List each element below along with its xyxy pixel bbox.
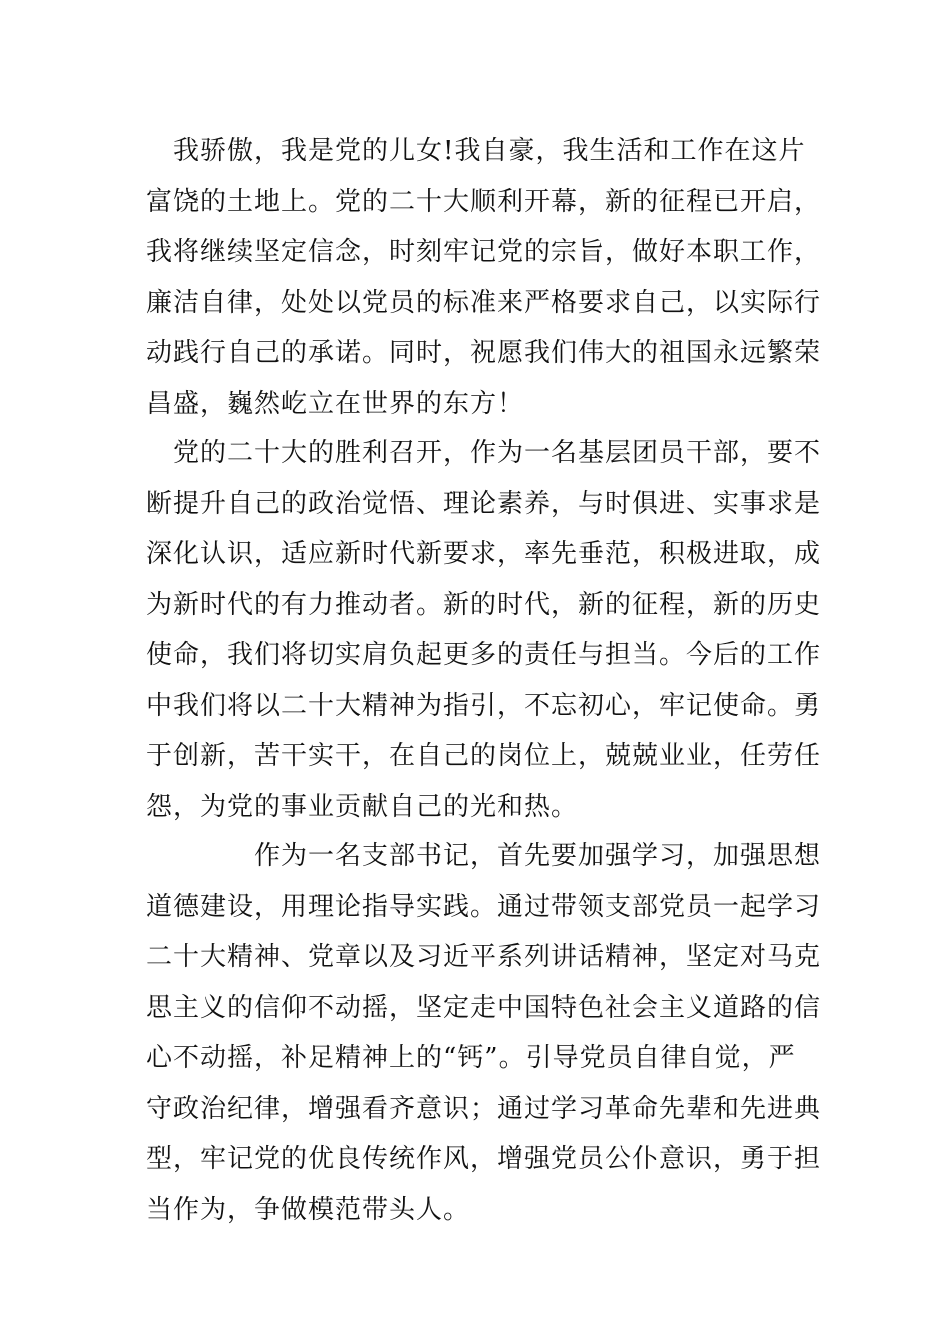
paragraph-line: 为新时代的有力推动者。新的时代，新的征程，新的历史 xyxy=(146,589,822,620)
paragraph-2 xyxy=(146,428,822,832)
paragraph-line: 守政治纪律，增强看齐意识；通过学习革命先辈和先进典 xyxy=(146,1093,822,1124)
paragraph-line: 我骄傲，我是党的儿女!我自豪，我生活和工作在这片 xyxy=(146,136,806,166)
paragraph-line: 于创新，苦干实干，在自己的岗位上，兢兢业业，任劳任 xyxy=(146,741,822,771)
paragraph-line: 二十大精神、党章以及习近平系列讲话精神，坚定对马克 xyxy=(146,942,822,972)
paragraph-line: 廉洁自律，处处以党员的标准来严格要求自己，以实际行 xyxy=(146,287,822,318)
paragraph-line: 型，牢记党的优良传统作风，增强党员公仆意识，勇于担 xyxy=(146,1144,822,1174)
paragraph-3 xyxy=(146,831,822,1235)
paragraph-line: 断提升自己的政治觉悟、理论素养，与时俱进、实事求是 xyxy=(146,488,822,519)
paragraph-line: 我将继续坚定信念，时刻牢记党的宗旨，做好本职工作， xyxy=(146,237,822,267)
paragraph-line: 中我们将以二十大精神为指引，不忘初心，牢记使命。勇 xyxy=(146,690,822,721)
paragraph-line: 党的二十大的胜利召开，作为一名基层团员干部，要不 xyxy=(146,438,822,468)
paragraph-line: 心不动摇，补足精神上的“钙”。引导党员自律自觉，严 xyxy=(146,1043,796,1073)
paragraph-line: 动践行自己的承诺。同时，祝愿我们伟大的祖国永远繁荣 xyxy=(146,338,822,368)
paragraph-line: 怨，为党的事业贡献自己的光和热。 xyxy=(146,791,579,822)
paragraph-line: 昌盛，巍然屹立在世界的东方！ xyxy=(146,388,525,419)
paragraph-line: 思主义的信仰不动摇，坚定走中国特色社会主义道路的信 xyxy=(146,992,822,1023)
paragraph-1 xyxy=(146,126,822,429)
paragraph-line: 道德建设，用理论指导实践。通过带领支部党员一起学习 xyxy=(146,891,822,922)
paragraph-line: 作为一名支部书记，首先要加强学习，加强思想 xyxy=(146,841,822,871)
paragraph-line: 富饶的土地上。党的二十大顺利开幕，新的征程已开启， xyxy=(146,186,822,217)
paragraph-line: 当作为，争做模范带头人。 xyxy=(146,1194,471,1225)
paragraph-line: 深化认识，适应新时代新要求，率先垂范，积极进取，成 xyxy=(146,539,822,569)
paragraph-line: 使命，我们将切实肩负起更多的责任与担当。今后的工作 xyxy=(146,640,822,670)
